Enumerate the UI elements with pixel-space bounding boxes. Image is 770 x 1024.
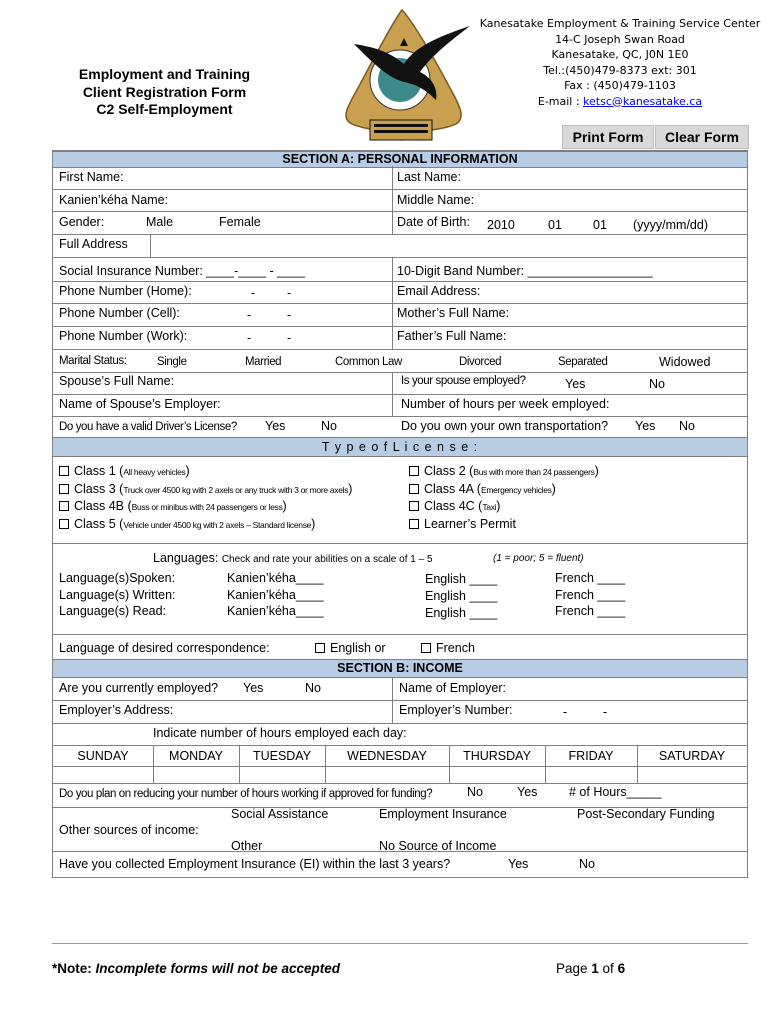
lang-written-french[interactable]: French ____ xyxy=(555,588,626,602)
form-title-line-2: Client Registration Form xyxy=(82,83,247,100)
checkbox-icon[interactable] xyxy=(59,484,69,494)
section-b-header: SECTION B: INCOME xyxy=(53,659,747,678)
lang-spoken-label: Language(s)Spoken: xyxy=(59,571,176,585)
sin-label[interactable]: Social Insurance Number: ____-____ - ____ xyxy=(59,264,305,278)
page-number xyxy=(556,961,625,976)
collected-ei-no[interactable]: No xyxy=(579,857,595,871)
day-monday: MONDAY xyxy=(169,749,223,763)
employer-name-label: Name of Employer: xyxy=(399,681,506,695)
correspondence-label: Language of desired correspondence: xyxy=(59,641,270,655)
lang-read-label: Language(s) Read: xyxy=(59,604,167,618)
currently-employed-yes[interactable]: Yes xyxy=(243,681,264,695)
hours-monday-field[interactable] xyxy=(153,766,239,783)
phone-home-dash-1: - xyxy=(251,286,256,300)
lang-written-label: Language(s) Written: xyxy=(59,588,176,602)
checkbox-icon[interactable] xyxy=(315,643,325,653)
license-class-3-end: ) xyxy=(348,482,353,496)
income-other[interactable]: Other xyxy=(231,839,263,853)
footer-divider xyxy=(52,943,748,944)
marital-married-option[interactable]: Married xyxy=(245,356,282,368)
spouse-employed-no[interactable]: No xyxy=(649,377,665,391)
day-wednesday: WEDNESDAY xyxy=(347,749,427,763)
languages-heading xyxy=(153,551,433,567)
license-class-2-main: Class 2 ( xyxy=(424,464,474,478)
mother-name-label: Mother’s Full Name: xyxy=(397,306,510,320)
license-class-2[interactable] xyxy=(409,464,599,480)
license-class-4c-main: Class 4C ( xyxy=(424,499,483,513)
reduce-hours-no[interactable]: No xyxy=(467,785,483,799)
day-friday: FRIDAY xyxy=(568,749,614,763)
kanienkeha-name-label: Kanien’kéha Name: xyxy=(59,193,169,207)
marital-widowed-option[interactable]: Widowed xyxy=(659,355,711,369)
hours-tuesday-field[interactable] xyxy=(239,766,325,783)
email-prefix: E-mail : xyxy=(537,94,584,108)
spouse-employed-yes[interactable]: Yes xyxy=(565,377,586,391)
checkbox-icon[interactable] xyxy=(409,466,419,476)
full-address-label: Full Address xyxy=(59,237,128,251)
correspondence-english[interactable] xyxy=(315,641,386,656)
checkbox-icon[interactable] xyxy=(409,484,419,494)
lang-read-french[interactable]: French ____ xyxy=(555,604,626,618)
income-employment-insurance[interactable]: Employment Insurance xyxy=(379,807,507,821)
license-class-3[interactable] xyxy=(59,482,352,498)
form-title-line-1: Employment and Training xyxy=(78,66,251,82)
spouse-employer-label: Name of Spouse’s Employer: xyxy=(59,397,221,411)
gender-label: Gender: xyxy=(59,215,105,229)
license-class-1-note: All heavy vehicles xyxy=(123,467,186,477)
marital-single-option[interactable]: Single xyxy=(157,356,187,368)
drivers-license-no[interactable]: No xyxy=(321,419,337,433)
own-transport-yes[interactable]: Yes xyxy=(635,419,656,433)
license-class-5-end: ) xyxy=(311,517,316,531)
number-of-hours-field[interactable]: # of Hours_____ xyxy=(569,785,662,799)
spouse-name-label: Spouse’s Full Name: xyxy=(59,374,175,388)
employer-number-dash-1: - xyxy=(563,705,568,719)
day-saturday: SATURDAY xyxy=(658,749,726,763)
kanesatake-eagle-arrowhead-logo xyxy=(334,8,474,148)
dob-year-field[interactable]: 2010 xyxy=(487,218,515,232)
band-number-label[interactable]: 10-Digit Band Number: __________________ xyxy=(397,264,653,278)
section-a-header: SECTION A: PERSONAL INFORMATION xyxy=(53,151,747,168)
hours-sunday-field[interactable] xyxy=(53,766,153,783)
lang-spoken-kanienkeha[interactable]: Kanien’kéha____ xyxy=(227,571,324,585)
currently-employed-label: Are you currently employed? xyxy=(59,681,219,695)
checkbox-icon[interactable] xyxy=(421,643,431,653)
spouse-employed-label: Is your spouse employed? xyxy=(401,375,526,387)
license-class-1-end: ) xyxy=(185,464,190,478)
license-class-4b-end: ) xyxy=(282,499,287,513)
license-class-4b-main: Class 4B ( xyxy=(74,499,132,513)
reduce-hours-yes[interactable]: Yes xyxy=(517,785,538,799)
income-post-secondary[interactable]: Post-Secondary Funding xyxy=(577,807,715,821)
gender-male-option[interactable]: Male xyxy=(146,215,174,229)
hours-saturday-field[interactable] xyxy=(637,766,747,783)
license-class-1[interactable] xyxy=(59,464,190,480)
page-current: 1 xyxy=(591,961,599,976)
lang-spoken-english[interactable]: English ____ xyxy=(425,572,498,586)
employer-address-label: Employer’s Address: xyxy=(59,703,174,717)
last-name-label: Last Name: xyxy=(397,170,461,184)
page-prefix: Page xyxy=(556,961,592,976)
form-title xyxy=(52,66,277,119)
languages-title: Languages: xyxy=(153,551,219,565)
phone-work-label: Phone Number (Work): xyxy=(59,329,188,343)
drivers-license-label: Do you have a valid Driver’s License? xyxy=(59,421,237,433)
checkbox-icon[interactable] xyxy=(59,501,69,511)
license-class-4b[interactable] xyxy=(59,499,287,515)
lang-written-kanienkeha[interactable]: Kanien’kéha____ xyxy=(227,588,324,602)
lang-read-kanienkeha[interactable]: Kanien’kéha____ xyxy=(227,604,324,618)
page-total: 6 xyxy=(617,961,626,976)
marital-common-law-option[interactable]: Common Law xyxy=(335,356,402,368)
license-class-4c[interactable] xyxy=(409,499,500,515)
license-class-3-note: Truck over 4500 kg with 2 axels or any truck with 3 or more axels xyxy=(123,485,349,495)
income-no-source[interactable]: No Source of Income xyxy=(379,839,497,853)
employer-number-label: Employer’s Number: xyxy=(399,703,513,717)
note-text: Incomplete forms will not be accepted xyxy=(95,961,341,976)
clear-form-button[interactable]: Clear Form xyxy=(655,125,749,149)
email-link[interactable]: ketsc@kanesatake.ca xyxy=(583,94,703,108)
lang-written-english[interactable]: English ____ xyxy=(425,589,498,603)
correspondence-english-label: English or xyxy=(330,641,386,655)
note-prefix: *Note: xyxy=(52,961,96,976)
checkbox-icon[interactable] xyxy=(409,501,419,511)
first-name-label: First Name: xyxy=(59,170,124,184)
phone-cell-dash-1: - xyxy=(247,308,252,322)
license-class-4a-end: ) xyxy=(551,482,556,496)
hours-each-day-label: Indicate number of hours employed each day: xyxy=(153,726,407,740)
correspondence-french[interactable] xyxy=(421,641,475,656)
form-title-line-3: C2 Self-Employment xyxy=(96,101,233,117)
license-class-4a[interactable] xyxy=(409,482,556,498)
learners-permit[interactable] xyxy=(409,517,516,532)
checkbox-icon[interactable] xyxy=(409,519,419,529)
collected-ei-yes[interactable]: Yes xyxy=(508,857,529,871)
income-social-assistance[interactable]: Social Assistance xyxy=(231,807,329,821)
license-class-4a-note: Emergency vehicles xyxy=(480,485,552,495)
languages-instruction: Check and rate your abilities on a scale of 1 – 5 xyxy=(221,554,433,565)
languages-scale: (1 = poor; 5 = fluent) xyxy=(493,553,584,564)
fax: Fax : (450)479-1103 xyxy=(564,79,676,92)
employer-number-dash-2: - xyxy=(603,705,608,719)
marital-status-label: Marital Status: xyxy=(59,355,127,367)
hours-thursday-field[interactable] xyxy=(449,766,545,783)
email-line xyxy=(474,94,766,110)
license-class-4b-note: Buss or minibus with 24 passengers or less xyxy=(131,502,283,512)
license-class-5-note: Vehicle under 4500 kg with 2 axels – Standard license xyxy=(123,520,312,530)
lang-spoken-french[interactable]: French ____ xyxy=(555,571,626,585)
phone-home-label: Phone Number (Home): xyxy=(59,284,192,298)
telephone: Tel.:(450)479-8373 ext: 301 xyxy=(543,63,697,77)
license-class-5[interactable] xyxy=(59,517,315,533)
dob-format-hint: (yyyy/mm/dd) xyxy=(633,218,708,232)
phone-work-dash-2: - xyxy=(287,331,292,345)
incomplete-forms-note xyxy=(52,961,340,976)
marital-divorced-option[interactable]: Divorced xyxy=(459,356,502,368)
phone-work-dash-1: - xyxy=(247,331,252,345)
license-class-3-main: Class 3 ( xyxy=(74,482,124,496)
own-transport-no[interactable]: No xyxy=(679,419,695,433)
day-sunday: SUNDAY xyxy=(77,749,129,763)
page-mid: of xyxy=(598,961,618,976)
dob-day-field[interactable]: 01 xyxy=(593,218,607,232)
day-tuesday: TUESDAY xyxy=(252,749,312,763)
address-line-1: 14-C Joseph Swan Road xyxy=(555,32,685,46)
drivers-license-yes[interactable]: Yes xyxy=(265,419,286,433)
hours-per-week-label: Number of hours per week employed: xyxy=(401,397,610,411)
license-class-2-note: Bus with more than 24 passengers xyxy=(473,467,595,477)
registration-form xyxy=(52,150,748,878)
hours-wednesday-field[interactable] xyxy=(325,766,449,783)
license-class-4c-note: Taxi xyxy=(482,502,497,512)
address-line-2: Kanesatake, QC, J0N 1E0 xyxy=(551,48,689,61)
reduce-hours-label: Do you plan on reducing your number of hours working if approved for funding? xyxy=(59,788,433,800)
license-class-4c-end: ) xyxy=(496,499,501,513)
license-type-header: T y p e o f L i c e n s e : xyxy=(53,437,747,457)
license-class-2-end: ) xyxy=(594,464,599,478)
phone-cell-dash-2: - xyxy=(287,308,292,322)
print-form-button[interactable]: Print Form xyxy=(562,125,654,149)
license-class-1-main: Class 1 ( xyxy=(74,464,124,478)
dob-month-field[interactable]: 01 xyxy=(548,218,562,232)
phone-home-dash-2: - xyxy=(287,286,292,300)
license-class-5-main: Class 5 ( xyxy=(74,517,124,531)
org-name: Kanesatake Employment & Training Service Center xyxy=(479,17,761,30)
middle-name-label: Middle Name: xyxy=(397,193,475,207)
checkbox-icon[interactable] xyxy=(59,519,69,529)
lang-read-english[interactable]: English ____ xyxy=(425,606,498,620)
day-thursday: THURSDAY xyxy=(463,749,531,763)
marital-separated-option[interactable]: Separated xyxy=(558,356,608,368)
other-sources-label: Other sources of income: xyxy=(59,823,199,837)
gender-female-option[interactable]: Female xyxy=(219,215,261,229)
own-transport-label: Do you own your own transportation? xyxy=(401,419,609,433)
dob-label: Date of Birth: xyxy=(397,215,470,229)
collected-ei-label: Have you collected Employment Insurance (EI) within the last 3 years? xyxy=(59,857,451,871)
father-name-label: Father’s Full Name: xyxy=(397,329,507,343)
phone-cell-label: Phone Number (Cell): xyxy=(59,306,180,320)
license-class-4a-main: Class 4A ( xyxy=(424,482,481,496)
learners-permit-main: Learner’s Permit xyxy=(424,517,516,531)
checkbox-icon[interactable] xyxy=(59,466,69,476)
contact-block xyxy=(474,16,766,109)
hours-friday-field[interactable] xyxy=(545,766,637,783)
correspondence-french-label: French xyxy=(436,641,475,655)
currently-employed-no[interactable]: No xyxy=(305,681,321,695)
email-address-label: Email Address: xyxy=(397,284,481,298)
